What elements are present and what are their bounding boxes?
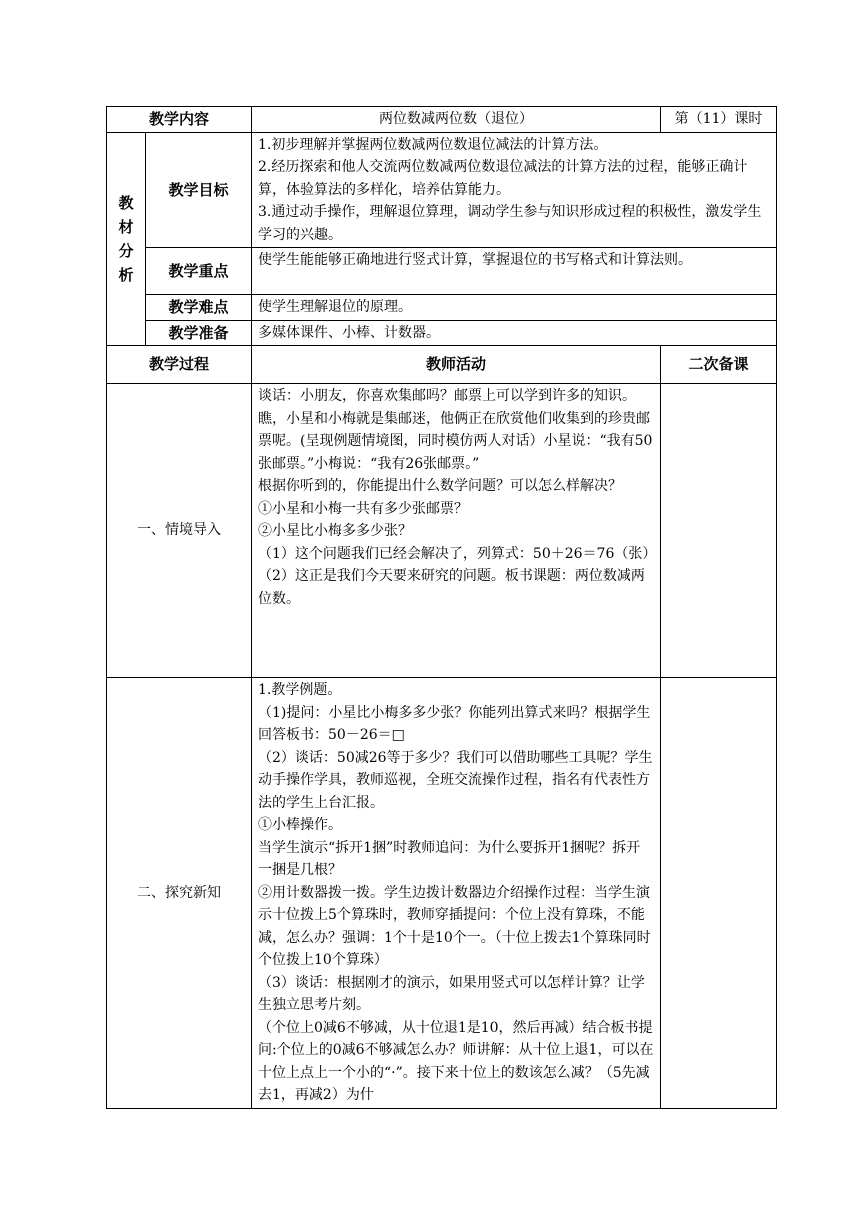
lesson-title: 两位数减两位数（退位） <box>252 107 661 133</box>
section-content: 谈话：小朋友，你喜欢集邮吗？邮票上可以学到许多的知识。瞧，小星和小梅就是集邮迷，他俩正在欣赏他们收集到的珍贵邮票呢。(呈现例题情境图，同时模仿两人对话）小星说：“我有50张邮票。”小梅说：“我有26张邮票。” 根据你听到的，你能提出什么数学问题？可以怎么样解决？ ①小星和小梅一共有多少张邮票？ ②小星比小梅多多少张？ （1）这个问题我们已经会解决了，列算式：50＋26＝76（张） （2）这正是我们今天要来研究的问题。板书课题：两位数减两位数。 <box>252 384 661 678</box>
teacher-activity-header: 教师活动 <box>252 346 661 384</box>
goal-item: 3.通过动手操作，理解退位算理，调动学生参与知识形成过程的积极性，激发学生学习的兴趣。 <box>258 204 762 243</box>
process-header: 教学过程 <box>107 346 252 384</box>
goals-content <box>252 132 777 248</box>
second-prep-header: 二次备课 <box>661 346 777 384</box>
goal-item: 1.初步理解并掌握两位数减两位数退位减法的计算方法。 <box>258 136 608 153</box>
content-label: 教学内容 <box>107 107 252 133</box>
analysis-side-label: 教 材 分 析 <box>107 132 146 346</box>
key-label: 教学重点 <box>146 248 252 295</box>
difficulty-content: 使学生理解退位的原理。 <box>252 295 777 321</box>
section-content: 1.教学例题。 （1)提问：小星比小梅多多少张？你能列出算式来吗？根据学生回答板书：50－26＝□ （2）谈话：50减26等于多少？我们可以借助哪些工具呢？学生动手操作学具，教师巡视，全班交流操作过程，指名有代表性方法的学生上台汇报。 ①小棒操作。 当学生演示“拆开1捆”时教师追问：为什么要拆开1捆呢？拆开一捆是几根？ ②用计数器拨一拨。学生边拨计数器边介绍操作过程：当学生演示十位拨上5个算珠时，教师穿插提问：个位上没有算珠，不能减，怎么办？强调：1个十是10个一。（十位上拨去1个算珠同时个位拨上10个算珠） （3）谈话：根据刚才的演示，如果用竖式可以怎样计算？让学生独立思考片刻。 （个位上0减6不够减，从十位退1是10，然后再减）结合板书提问:个位上的0减6不够减怎么办？师讲解：从十位上退1，可以在十位上点上一个小的“·”。接下来十位上的数该怎么减？（5先减去1，再减2）为什 <box>252 678 661 1109</box>
difficulty-label: 教学难点 <box>146 295 252 321</box>
key-content: 使学生能能够正确地进行竖式计算，掌握退位的书写格式和计算法则。 <box>252 248 777 295</box>
lesson-plan-table <box>106 106 777 1109</box>
period-label: 第（11）课时 <box>661 107 777 133</box>
second-prep-cell <box>661 384 777 678</box>
goals-label: 教学目标 <box>146 132 252 248</box>
second-prep-cell <box>661 678 777 1109</box>
goal-item: 2.经历探索和他人交流两位数减两位数退位减法的计算方法的过程，能够正确计算，体验算法的多样化，培养估算能力。 <box>258 159 748 198</box>
prep-content: 多媒体课件、小棒、计数器。 <box>252 320 777 346</box>
section-label: 二、探究新知 <box>107 678 252 1109</box>
section-label: 一、情境导入 <box>107 384 252 678</box>
prep-label: 教学准备 <box>146 320 252 346</box>
